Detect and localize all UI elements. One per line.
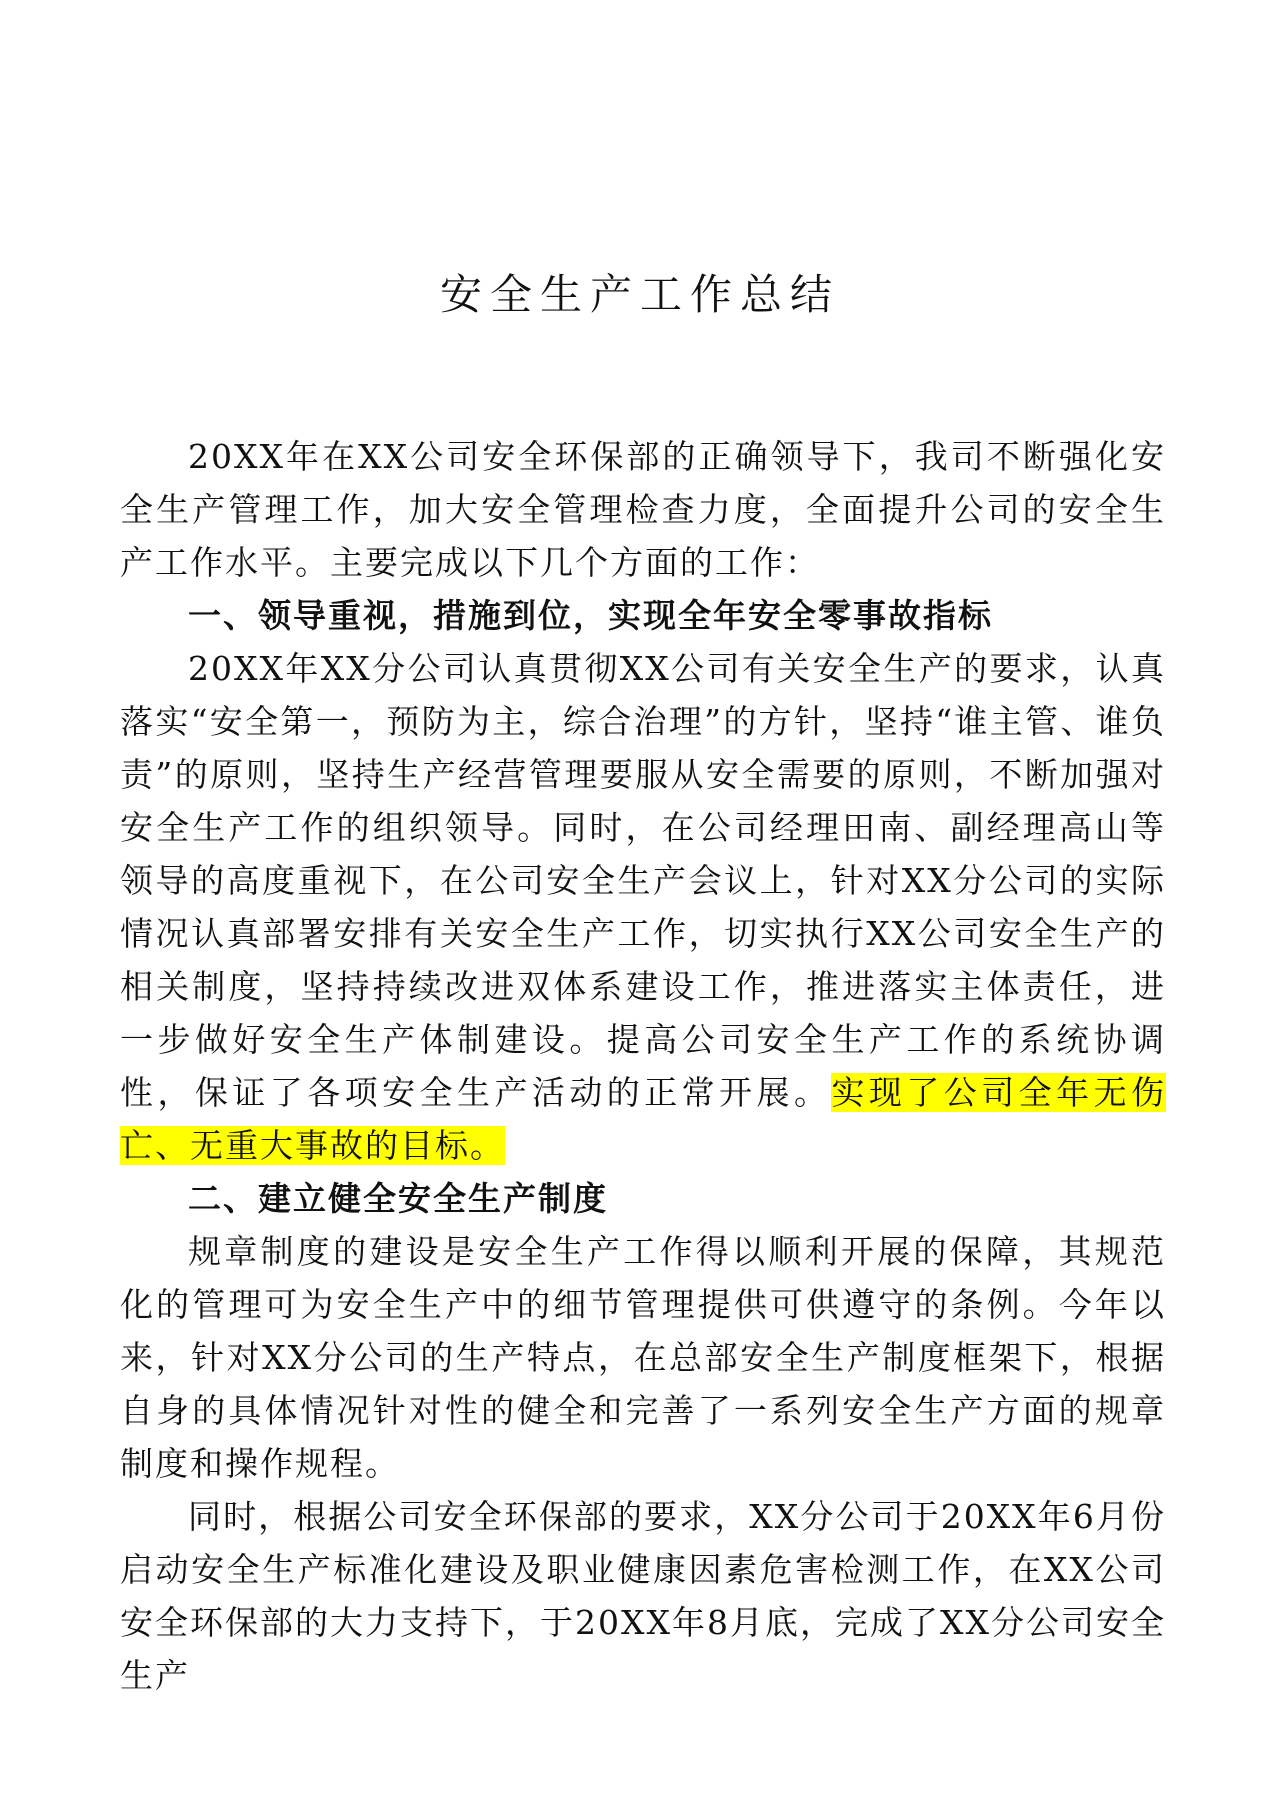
section-1-paragraph (120, 642, 1166, 1172)
document-title: 安全生产工作总结 (439, 270, 840, 319)
section-1-heading: 一、领导重视，措施到位，实现全年安全零事故指标 (188, 596, 993, 635)
document-body (120, 430, 1166, 1702)
section-2-paragraph-1: 规章制度的建设是安全生产工作得以顺利开展的保障，其规范化的管理可为安全生产中的细节管理提供可供遵守的条例。今年以来，针对XX分公司的生产特点，在总部安全生产制度框架下，根据自身的具体情况针对性的健全和完善了一系列安全生产方面的规章制度和操作规程。 (120, 1232, 1166, 1483)
section-1-text: 20XX年XX分公司认真贯彻XX公司有关安全生产的要求，认真落实“安全第一，预防为主，综合治理”的方针，坚持“谁主管、谁负责”的原则，坚持生产经营管理要服从安全需要的原则，不断加强对安全生产工作的组织领导。同时，在公司经理田南、副经理高山等领导的高度重视下，在公司安全生产会议上，针对XX分公司的实际情况认真部署安排有关安全生产工作，切实执行XX公司安全生产的相关制度，坚持持续改进双体系建设工作，推进落实主体责任，进一步做好安全生产体制建设。提高公司安全生产工作的系统协调性，保证了各项安全生产活动的正常开展。 (120, 649, 1166, 1112)
highlighted-text: 实现了公司全年无伤亡、无重大事故的目标。 (120, 1073, 1167, 1165)
intro-paragraph: 20XX年在XX公司安全环保部的正确领导下，我司不断强化安全生产管理工作，加大安全管理检查力度，全面提升公司的安全生产工作水平。主要完成以下几个方面的工作： (120, 437, 1166, 582)
section-2-paragraph-2: 同时，根据公司安全环保部的要求，XX分公司于20XX年6月份启动安全生产标准化建设及职业健康因素危害检测工作，在XX公司安全环保部的大力支持下，于20XX年8月底，完成了XX分公司安全生产 (120, 1497, 1166, 1695)
section-2-heading: 二、建立健全安全生产制度 (188, 1179, 608, 1218)
